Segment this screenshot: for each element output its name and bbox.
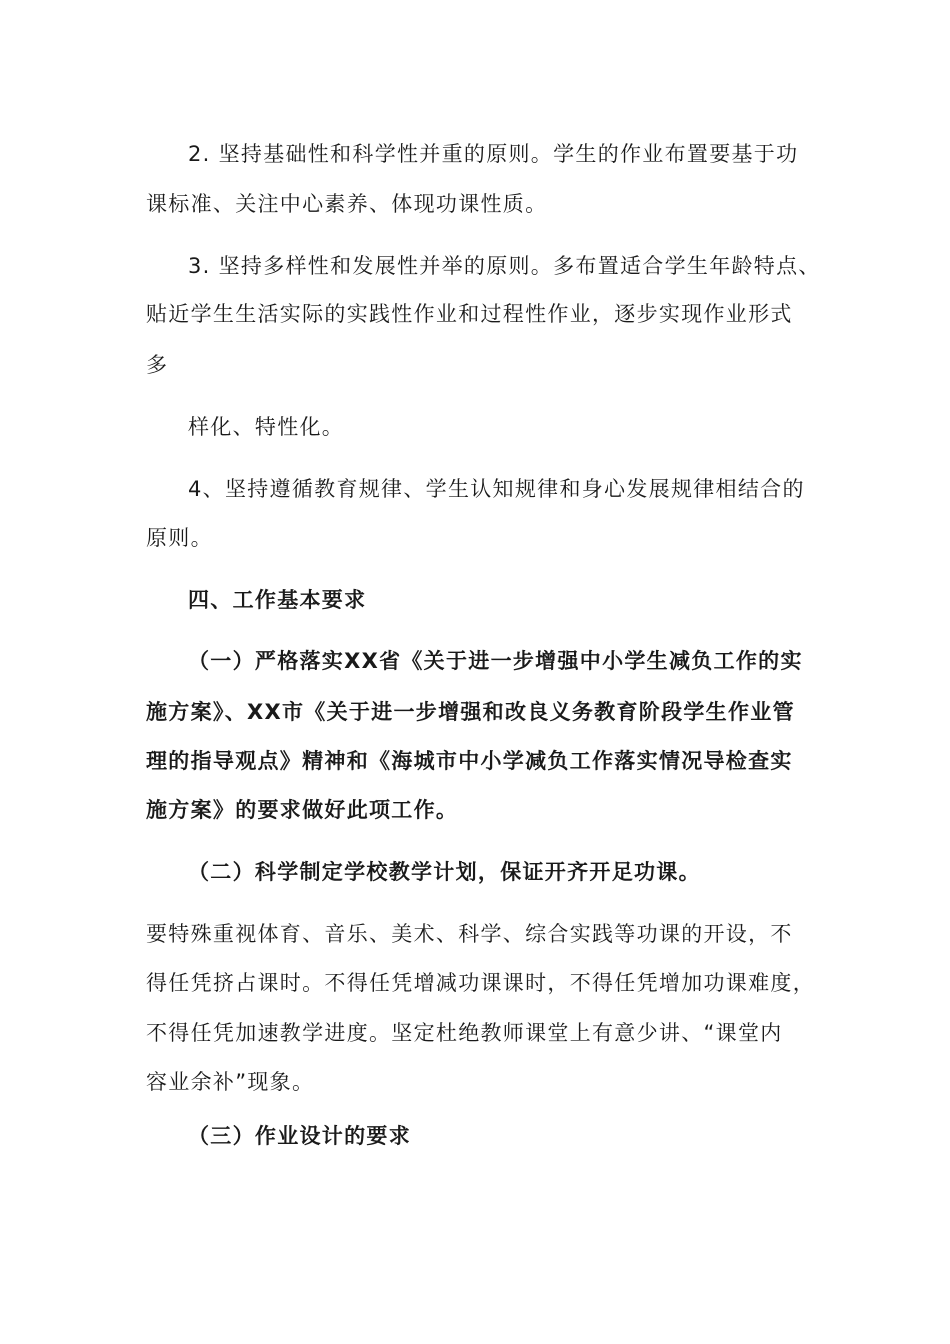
principle-3-line-4: 样化、特性化。 [188, 415, 345, 439]
requirement-1-line-1: （一）严格落实XX省《关于进一步增强中小学生减负工作的实 [188, 649, 803, 673]
principle-3-line-1: 3. 坚持多样性和发展性并举的原则。多布置适合学生年龄特点、 [188, 254, 821, 278]
requirement-2-heading: （二）科学制定学校教学计划，保证开齐开足功课。 [188, 860, 701, 884]
principle-2-line-2: 课标准、关注中心素养、体现功课性质。 [146, 192, 548, 216]
requirement-1-line-3: 理的指导观点》精神和《海城市中小学减负工作落实情况导检查实 [146, 749, 793, 773]
requirement-1-line-4: 施方案》的要求做好此项工作。 [146, 798, 459, 822]
requirement-2-line-2: 得任凭挤占课时。不得任凭增减功课课时，不得任凭增加功课难度， [146, 971, 815, 995]
principle-2-line-1: 2. 坚持基础性和科学性并重的原则。学生的作业布置要基于功 [188, 142, 799, 166]
principle-4-line-1: 4、坚持遵循教育规律、学生认知规律和身心发展规律相结合的 [188, 477, 805, 501]
requirement-2-line-4: 容业余补”现象。 [146, 1070, 315, 1094]
requirement-3-heading: （三）作业设计的要求 [188, 1124, 411, 1148]
requirement-1-line-2: 施方案》、XX市《关于进一步增强和改良义务教育阶段学生作业管 [146, 700, 795, 724]
section-four-heading: 四、工作基本要求 [188, 588, 367, 612]
requirement-2-line-3: 不得任凭加速教学进度。坚定杜绝教师课堂上有意少讲、“课堂内 [146, 1021, 783, 1045]
principle-3-line-3: 多 [146, 353, 169, 377]
principle-3-line-2: 贴近学生生活实际的实践性作业和过程性作业，逐步实现作业形式 [146, 302, 793, 326]
requirement-2-line-1: 要特殊重视体育、音乐、美术、科学、综合实践等功课的开设，不 [146, 922, 793, 946]
principle-4-line-2: 原则。 [146, 526, 213, 550]
